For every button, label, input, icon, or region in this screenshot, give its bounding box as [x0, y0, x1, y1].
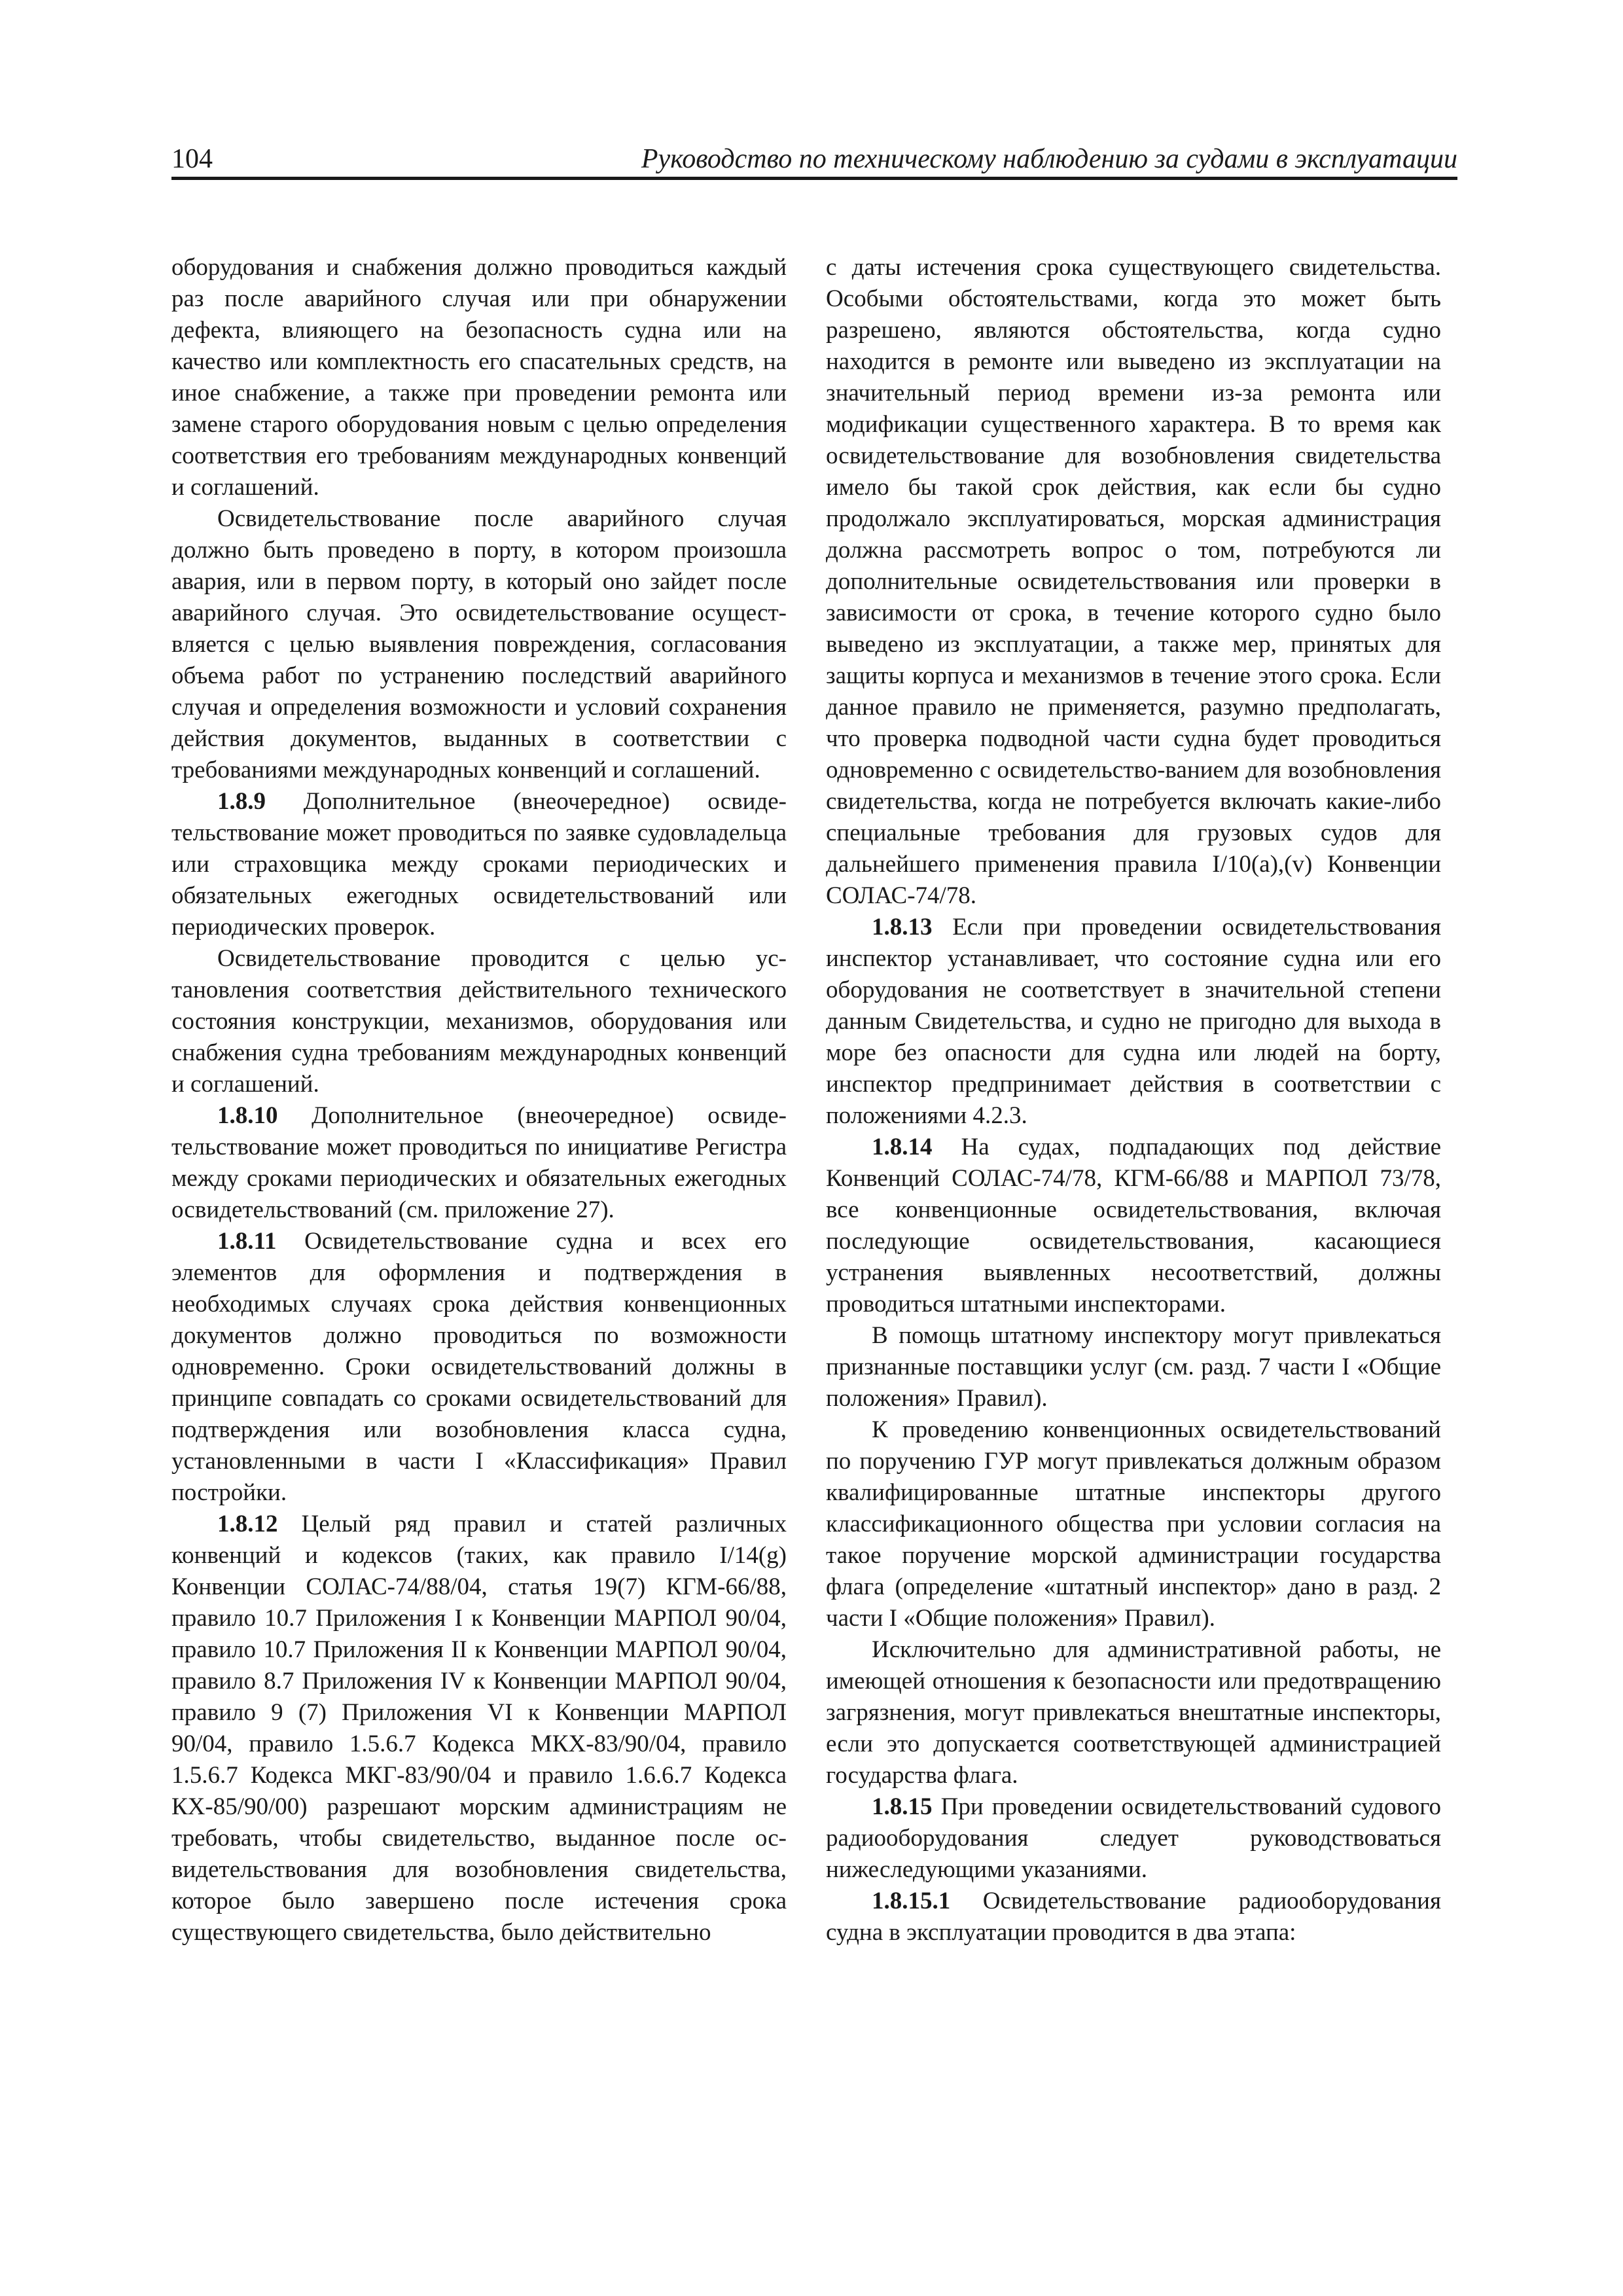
- paragraph: [171, 786, 787, 943]
- paragraph: [171, 1226, 787, 1509]
- paragraph-text: Целый ряд правил и статей различных конвенций и кодексов (таких, как правило I/14(g) Конвенции СОЛАС-74/88/04, статья 19(7) КГМ-66/88, правило 10.7 Приложения I к Конвенции МАРПОЛ 90/04, правило 10.7 Приложения II к Конвенции МАРПОЛ 90/04, правило 8.7 Приложения IV к Конвенции МАРПОЛ 90/04, правило 9 (7) Приложения VI к Конвенции МАРПОЛ 90/04, правило 1.5.6.7 Кодекса МКХ-83/90/04, правило 1.5.6.7 Кодекса МКГ-83/90/04 и правило 1.6.6.7 Кодекса КХ-85/90/00) разрешают морским администрациям не требовать, чтобы свидетельство, выданное после освидетельствования для возобновления свидетельства, которое было завершено после истечения срока существующего свидетельства, было действительно: [171, 1511, 787, 1946]
- section-number: 1.8.11: [217, 1228, 277, 1255]
- paragraph-text: На судах, подпадающих под действие Конвенций СОЛАС-74/78, КГМ-66/88 и МАРПОЛ 73/78, все конвенционные освидетельствования, включая последующие освидетельствования, касающиеся устранения выявленных несоответствий, должны проводиться штатными инспекторами.: [826, 1134, 1441, 1318]
- section-number: 1.8.15.1: [872, 1888, 951, 1914]
- paragraph-text: Если при проведении освидетельствования инспектор устанавливает, что состояние судна или его оборудования не соответствует в значительной степени данным Свидетельства, и судно не пригодно для выхода в море без опасности для судна или людей на борту, инспектор предпринимает действия в соответствии с положениями 4.2.3.: [826, 914, 1441, 1129]
- paragraph: оборудования и снабжения должно проводиться каждый раз после аварийного случая или при обнаружении дефекта, влияющего на безопасность судна или на качество или комплектность его спасательных средств, на иное снабжение, а также при проведении ремонта или замене старого оборудования новым с целью определения соответствия его требованиям международных конвенций и соглашений.: [171, 254, 787, 501]
- paragraph-text: Освидетельствование радиооборудования судна в эксплуатации проводится в два этапа:: [826, 1888, 1441, 1946]
- paragraph: [826, 1886, 1441, 1948]
- running-title: Руководство по техническому наблюдению за судами в эксплуатации: [641, 144, 1457, 174]
- paragraph: В помощь штатному инспектору могут привлекаться признанные поставщики услуг (см. разд. 7 части I «Общие положения» Правил).: [826, 1322, 1441, 1412]
- page-number: 104: [171, 144, 213, 174]
- paragraph-text: Дополнительное (внеочередное) освидетельствование может проводиться по инициативе Регистра между сроками периодических и обязательных ежегодных освидетельствований (см. приложение 27).: [171, 1102, 787, 1223]
- paragraph: К проведению конвенционных освидетельствований по поручению ГУР могут привлекаться должным образом квалифицированные штатные инспекторы другого классификационного общества при условии согласия на такое поручение морской администрации государства флага (определение «штатный инспектор» дано в разд. 2 части I «Общие положения» Правил).: [826, 1416, 1441, 1632]
- paragraph: Освидетельствование проводится с целью установления соответствия действительного технического состояния конструкции, механизмов, оборудования или снабжения судна требованиям международных конвенций и соглашений.: [171, 945, 787, 1098]
- section-number: 1.8.9: [217, 788, 266, 815]
- section-number: 1.8.12: [217, 1511, 278, 1537]
- paragraph: с даты истечения срока существующего свидетельства. Особыми обстоятельствами, когда это может быть разрешено, являются обстоятельства, когда судно находится в ремонте или выведено из эксплуатации на значительный период времени из-за ремонта или модификации существенного характера. В то время как освидетельствование для возобновления свидетельства имело бы такой срок действия, как если бы судно продолжало эксплуатироваться, морская администрация должна рассмотреть вопрос о том, потребуются ли дополнительные освидетельствования или проверки в зависимости от срока, в течение которого судно было выведено из эксплуатации, а также мер, принятых для защиты корпуса и механизмов в течение этого срока. Если данное правило не применяется, разумно предполагать, что проверка подводной части судна будет проводиться одновременно с освидетельство-ванием для возобновления свидетельства, когда не потребуется включать какие-либо специальные требования для грузовых судов для дальнейшего применения правила I/10(а),(v) Конвенции СОЛАС-74/78.: [826, 254, 1441, 909]
- paragraph: [171, 1509, 787, 1948]
- paragraph: [826, 912, 1441, 1132]
- paragraph: [826, 1132, 1441, 1320]
- left-column: [171, 252, 787, 1948]
- section-number: 1.8.14: [872, 1134, 933, 1160]
- paragraph: [171, 1100, 787, 1226]
- paragraph: [826, 1791, 1441, 1886]
- paragraph-text: При проведении освидетельствований судового радиооборудования следует руководствоваться нижеследующими указаниями.: [826, 1793, 1441, 1883]
- paragraph: Исключительно для административной работы, не имеющей отношения к безопасности или предотвращению загрязнения, могут привлекаться внештатные инспекторы, если это допускается соответствующей администрацией государства флага.: [826, 1636, 1441, 1789]
- header-rule: [171, 177, 1457, 180]
- section-number: 1.8.13: [872, 914, 933, 941]
- right-column: [826, 252, 1441, 1948]
- paragraph: Освидетельствование после аварийного случая должно быть проведено в порту, в котором произошла авария, или в первом порту, в который оно зайдет после аварийного случая. Это освидетельствование осуществляется с целью выявления повреждения, согласования объема работ по устранению последствий аварийного случая и определения возможности и условий сохранения действия документов, выданных в соответствии с требованиями международных конвенций и соглашений.: [171, 505, 787, 783]
- section-number: 1.8.10: [217, 1102, 278, 1129]
- paragraph-text: Дополнительное (внеочередное) освидетельствование может проводиться по заявке судовладельца или страховщика между сроками периодических и обязательных ежегодных освидетельствований или периодических проверок.: [171, 788, 787, 941]
- paragraph-text: Освидетельствование судна и всех его элементов для оформления и подтверждения в необходимых случаях срока действия конвенционных документов должно проводиться по возможности одновременно. Сроки освидетельствований должны в принципе совпадать со сроками освидетельствований для подтверждения или возобновления класса судна, установленными в части I «Классификация» Правил постройки.: [171, 1228, 787, 1506]
- section-number: 1.8.15: [872, 1793, 933, 1820]
